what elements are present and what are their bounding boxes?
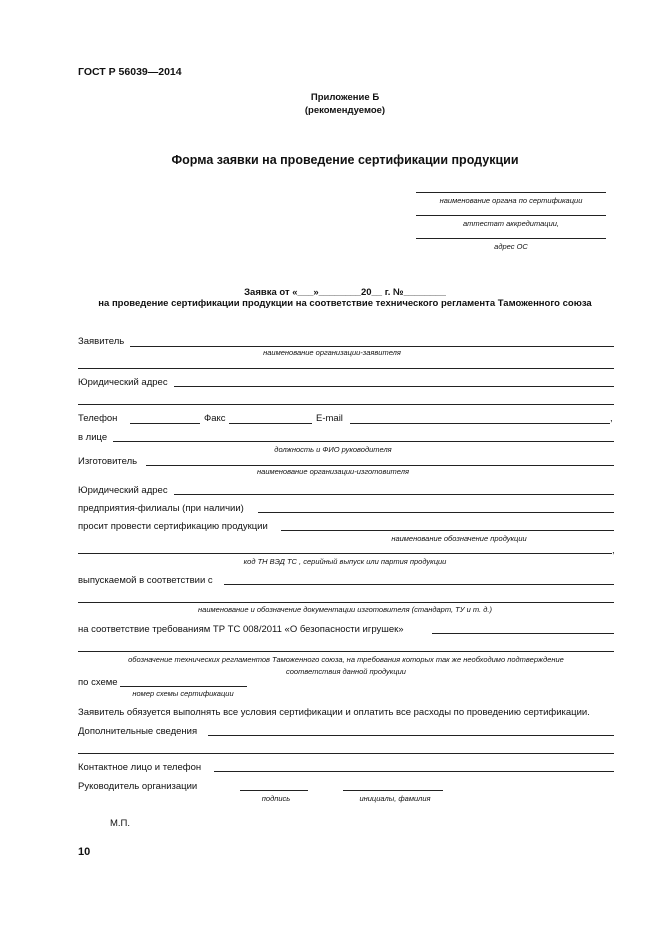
legal-address-2-field[interactable]: [174, 494, 614, 495]
legal-address-label: Юридический адрес: [78, 377, 168, 388]
represented-label: в лице: [78, 432, 108, 443]
documentation-caption: наименование и обозначение документации изготовителя (стандарт, ТУ и т. д.): [198, 605, 492, 614]
standard-number: ГОСТ Р 56039—2014: [78, 66, 182, 78]
scheme-field[interactable]: [120, 686, 247, 687]
signature-caption: подпись: [261, 794, 291, 803]
contact-field[interactable]: [214, 771, 614, 772]
compliance-label: на соответствие требованиям ТР ТС 008/2011 «О безопасности игрушек»: [78, 624, 404, 635]
legal-address-2-label: Юридический адрес: [78, 485, 168, 496]
product-code-caption: код ТН ВЭД ТС , серийный выпуск или партия продукции: [243, 557, 447, 566]
email-field[interactable]: [350, 423, 610, 424]
address-line[interactable]: [416, 238, 606, 239]
regulations-caption-line-2: соответствия данной продукции: [286, 667, 406, 676]
manufacturer-caption: наименование организации-изготовителя: [257, 467, 409, 476]
address-caption: адрес ОС: [494, 242, 528, 251]
appendix-subtitle: (рекомендуемое): [304, 105, 386, 116]
seal-label: М.П.: [110, 818, 131, 829]
certification-body-caption: наименование органа по сертификации: [439, 196, 583, 205]
phone-field[interactable]: [130, 423, 200, 424]
represented-caption: должность и ФИО руководителя: [274, 445, 392, 454]
represented-field[interactable]: [113, 441, 614, 442]
email-comma: ,: [610, 413, 613, 424]
name-field[interactable]: [343, 790, 443, 791]
compliance-field[interactable]: [432, 633, 614, 634]
applicant-field[interactable]: [130, 346, 614, 347]
documentation-field-continued[interactable]: [78, 602, 614, 603]
request-label: просит провести сертификацию продукции: [78, 521, 268, 532]
form-title: Форма заявки на проведение сертификации продукции: [171, 153, 519, 167]
appendix-title: Приложение Б: [310, 92, 380, 103]
applicant-caption: наименование организации-заявителя: [263, 348, 401, 357]
documentation-field[interactable]: [224, 584, 614, 585]
phone-label: Телефон: [78, 413, 118, 424]
product-field[interactable]: [281, 530, 614, 531]
fax-label: Факс: [204, 413, 226, 424]
application-subheading: на проведение сертификации продукции на соответствие технического регламента Таможенного союза: [98, 298, 592, 309]
branches-field[interactable]: [258, 512, 614, 513]
applicant-label: Заявитель: [78, 336, 125, 347]
regulations-field[interactable]: [78, 651, 614, 652]
produced-per-label: выпускаемой в соответствии с: [78, 575, 213, 586]
accreditation-line[interactable]: [416, 215, 606, 216]
branches-label: предприятия-филиалы (при наличии): [78, 503, 244, 514]
product-code-comma: ,: [612, 545, 615, 556]
applicant-field-continued[interactable]: [78, 368, 614, 369]
regulations-caption-line-1: обозначение технических регламентов Таможенного союза, на требования которых так же необходимо подтверждение: [128, 655, 564, 664]
fax-field[interactable]: [229, 423, 312, 424]
obligation-text: Заявитель обязуется выполнять все условия сертификации и оплатить все расходы по проведению сертификации.: [78, 707, 590, 718]
head-label: Руководитель организации: [78, 781, 198, 792]
accreditation-caption: аттестат аккредитации,: [462, 219, 560, 228]
manufacturer-field[interactable]: [146, 465, 614, 466]
scheme-caption: номер схемы сертификации: [132, 689, 234, 698]
scheme-label: по схеме: [78, 677, 118, 688]
certification-body-line[interactable]: [416, 192, 606, 193]
legal-address-field[interactable]: [174, 386, 614, 387]
page-number: 10: [78, 846, 91, 858]
contact-label: Контактное лицо и телефон: [78, 762, 202, 773]
manufacturer-label: Изготовитель: [78, 456, 138, 467]
product-caption: наименование обозначение продукции: [391, 534, 527, 543]
name-caption: инициалы, фамилия: [359, 794, 431, 803]
additional-info-field[interactable]: [208, 735, 614, 736]
legal-address-field-continued[interactable]: [78, 404, 614, 405]
product-code-field[interactable]: [78, 553, 612, 554]
signature-field[interactable]: [240, 790, 308, 791]
email-label: E-mail: [316, 413, 343, 424]
additional-info-field-continued[interactable]: [78, 753, 614, 754]
additional-info-label: Дополнительные сведения: [78, 726, 198, 737]
application-heading: Заявка от «___»________20__ г. №________: [244, 287, 446, 298]
